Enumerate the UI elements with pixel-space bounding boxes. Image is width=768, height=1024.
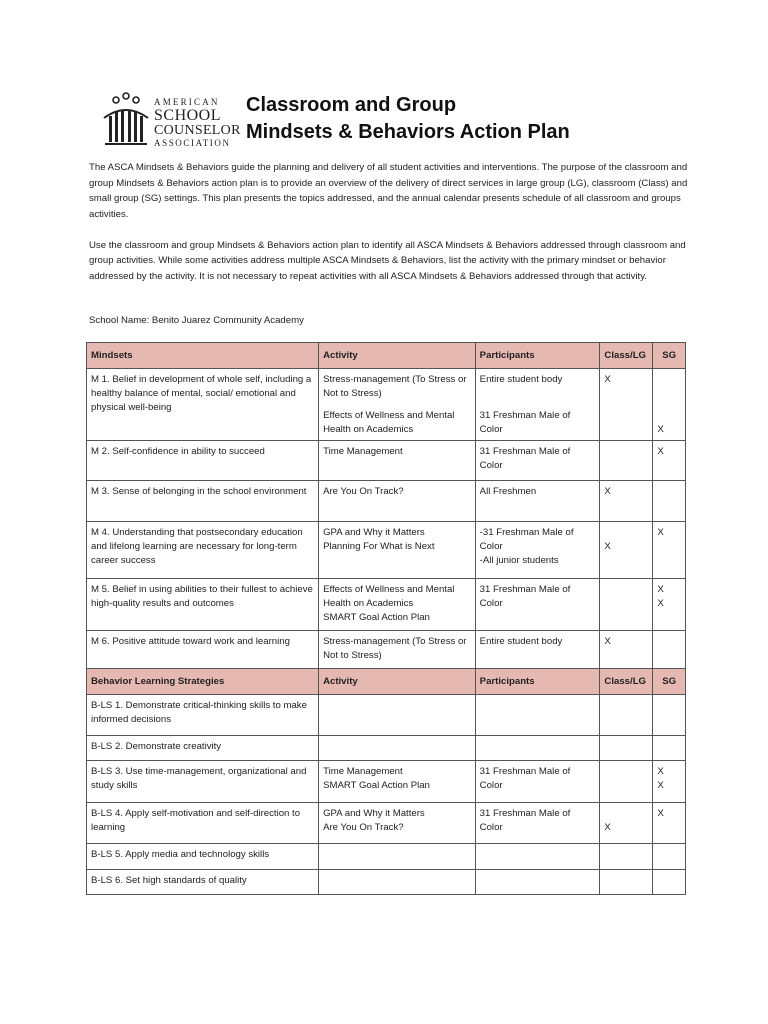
sg-mark: X [657, 598, 664, 609]
page-title [246, 92, 570, 146]
table-row [87, 736, 686, 761]
intro-text [89, 160, 689, 300]
activity-cell [319, 844, 476, 870]
intro-paragraph-2: Use the classroom and group Mindsets & Behaviors action plan to identify all ASCA Mindsets & Behaviors addressed through classroom and group activities. While some activities address multiple ASCA Mindsets & Behaviors, list the activity with the primary mindset or behavior addressed by the activity. It is not necessary to repeat activities with all ASCA Mindsets & Behaviors addressed through that activity. [89, 239, 686, 282]
title-line-1: Classroom and Group [246, 94, 457, 116]
class-lg-cell [600, 441, 653, 481]
participants-cell [475, 844, 600, 870]
class-lg-cell [600, 522, 653, 579]
mindset-cell: M 1. Belief in development of whole self, including a healthy balance of mental, social/ emotional and physical well-being [87, 369, 319, 441]
activity-item: Stress-management (To Stress or Not to Stress) [323, 374, 467, 399]
logo-line-american: AMERICAN [154, 97, 220, 107]
logo-line-school: SCHOOL [154, 107, 222, 124]
activity-cell: Are You On Track? [319, 481, 476, 522]
activity-cell [319, 761, 476, 803]
sg-cell [653, 695, 686, 736]
logo-line-counselor: COUNSELOR [154, 123, 241, 138]
activity-cell [319, 736, 476, 761]
mindset-cell: M 5. Belief in using abilities to their fullest to achieve high-quality results and outcomes [87, 579, 319, 631]
participants-cell: 31 Freshman Male of Color [475, 761, 600, 803]
header-mindsets: Mindsets [87, 343, 319, 369]
participants-cell: 31 Freshman Male of Color [475, 441, 600, 481]
table-row [87, 803, 686, 844]
header-participants: Participants [475, 343, 600, 369]
class-lg-cell [600, 736, 653, 761]
class-lg-mark: X [604, 822, 611, 833]
header-sg: SG [653, 669, 686, 695]
participants-cell [475, 369, 600, 441]
mindsets-header-row [87, 343, 686, 369]
activity-item: Effects of Wellness and Mental Health on Academics [323, 584, 455, 609]
table-row [87, 579, 686, 631]
table-row [87, 441, 686, 481]
table-row [87, 631, 686, 669]
logo-line-association: ASSOCIATION [154, 138, 231, 148]
participants-cell: 31 Freshman Male of Color [475, 803, 600, 844]
sg-cell [653, 579, 686, 631]
activity-cell: Stress-management (To Stress or Not to Stress) [319, 631, 476, 669]
participants-cell: All Freshmen [475, 481, 600, 522]
sg-cell [653, 844, 686, 870]
activity-cell [319, 369, 476, 441]
sg-cell: X [653, 441, 686, 481]
mindset-cell: M 2. Self-confidence in ability to succeed [87, 441, 319, 481]
class-lg-cell: X [600, 631, 653, 669]
class-lg-cell [600, 870, 653, 895]
behavior-cell: B-LS 5. Apply media and technology skills [87, 844, 319, 870]
activity-item: SMART Goal Action Plan [323, 612, 430, 623]
header-participants: Participants [475, 669, 600, 695]
sg-cell [653, 870, 686, 895]
header-activity: Activity [319, 669, 476, 695]
page-header [100, 88, 700, 148]
header-class-lg: Class/LG [600, 343, 653, 369]
table-row [87, 761, 686, 803]
sg-cell: X [653, 803, 686, 844]
behavior-cell: B-LS 2. Demonstrate creativity [87, 736, 319, 761]
sg-cell [653, 631, 686, 669]
behavior-cell: B-LS 6. Set high standards of quality [87, 870, 319, 895]
behavior-cell: B-LS 1. Demonstrate critical-thinking skills to make informed decisions [87, 695, 319, 736]
activity-cell [319, 579, 476, 631]
mindset-cell: M 3. Sense of belonging in the school environment [87, 481, 319, 522]
sg-mark: X [657, 780, 664, 791]
sg-cell: X [653, 522, 686, 579]
participants-cell: 31 Freshman Male of Color [475, 579, 600, 631]
behavior-cell: B-LS 3. Use time-management, organizational and study skills [87, 761, 319, 803]
activity-cell [319, 870, 476, 895]
logo-wordmark [154, 98, 241, 148]
activity-cell: Time Management [319, 441, 476, 481]
participants-cell: Entire student body [475, 631, 600, 669]
header-activity: Activity [319, 343, 476, 369]
sg-cell [653, 736, 686, 761]
activity-item: SMART Goal Action Plan [323, 780, 430, 791]
activity-cell [319, 803, 476, 844]
title-line-2: Mindsets & Behaviors Action Plan [246, 121, 570, 143]
class-lg-cell [600, 695, 653, 736]
sg-mark: X [657, 766, 664, 777]
sg-cell [653, 761, 686, 803]
participants-cell [475, 695, 600, 736]
header-sg: SG [653, 343, 686, 369]
behaviors-header-row [87, 669, 686, 695]
table-row [87, 695, 686, 736]
class-lg-cell [600, 844, 653, 870]
activity-item: GPA and Why it Matters [323, 527, 425, 538]
intro-paragraph-1: The ASCA Mindsets & Behaviors guide the planning and delivery of all student activities and interventions. The purpose of the classroom and group Mindsets & Behaviors action plan is to provide an overview of the delivery of direct services in large group (LG), classroom (Class) and small group (SG) settings. This plan presents the topics addressed, and the annual calendar presents schedule of all classroom and groups activities. [89, 162, 688, 220]
class-lg-cell: X [600, 481, 653, 522]
table-row [87, 870, 686, 895]
mindset-cell: M 6. Positive attitude toward work and learning [87, 631, 319, 669]
sg-mark: X [657, 424, 664, 435]
activity-item: Are You On Track? [323, 822, 404, 833]
header-class-lg: Class/LG [600, 669, 653, 695]
participants-item: -31 Freshman Male of Color [479, 527, 574, 552]
action-plan-table [86, 342, 686, 895]
activity-item: Effects of Wellness and Mental Health on Academics [323, 410, 455, 435]
table-row [87, 481, 686, 522]
activity-item: GPA and Why it Matters [323, 808, 425, 819]
activity-item: Time Management [323, 766, 403, 777]
activity-item: Planning For What is Next [323, 541, 435, 552]
class-lg-mark: X [604, 541, 611, 552]
behavior-cell: B-LS 4. Apply self-motivation and self-direction to learning [87, 803, 319, 844]
activity-cell [319, 522, 476, 579]
asca-logo-icon [100, 92, 152, 148]
mindset-cell: M 4. Understanding that postsecondary education and lifelong learning are necessary for long-term career success [87, 522, 319, 579]
class-lg-cell [600, 579, 653, 631]
participants-cell [475, 736, 600, 761]
sg-cell [653, 481, 686, 522]
sg-cell [653, 369, 686, 441]
table-row [87, 522, 686, 579]
table-row [87, 844, 686, 870]
class-lg-cell [600, 803, 653, 844]
class-lg-cell: X [600, 369, 653, 441]
activity-cell [319, 695, 476, 736]
sg-mark: X [657, 584, 664, 595]
participants-cell [475, 522, 600, 579]
school-name: School Name: Benito Juarez Community Academy [89, 315, 304, 326]
asca-logo [100, 92, 240, 148]
participants-item: 31 Freshman Male of Color [479, 410, 571, 435]
participants-cell [475, 870, 600, 895]
participants-item: Entire student body [479, 374, 563, 385]
class-lg-cell [600, 761, 653, 803]
header-behavior-strategies: Behavior Learning Strategies [87, 669, 319, 695]
participants-item: -All junior students [479, 555, 559, 566]
table-row [87, 369, 686, 441]
